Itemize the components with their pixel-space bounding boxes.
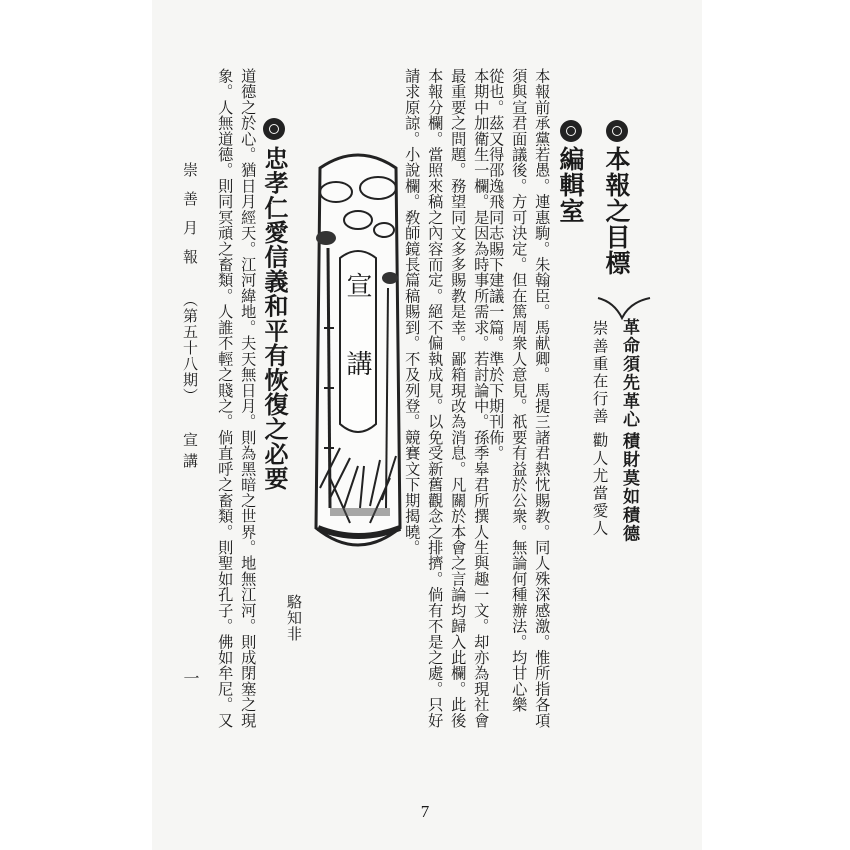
editorial-title: 編輯室 [556, 146, 585, 224]
section-title: 本報之目標 [602, 146, 631, 276]
xuanjiang-banner [300, 148, 416, 558]
journal-name: 崇善月報 [181, 162, 199, 278]
folio-mark: 一 [181, 670, 200, 687]
article-line-2: 象。人無道德。則同冥頑之畜類。人誰不輕之賤之。倘直呼之畜類。則聖如孔子。佛如牟尼。又 [216, 68, 235, 729]
editorial-mark-icon [560, 120, 582, 142]
motto-right: 革命須先革心 [619, 318, 639, 429]
page-number: 7 [420, 802, 430, 821]
banner-text: 宣講 [342, 272, 372, 428]
article-mark-icon [263, 118, 285, 140]
issue-number: （第五十八期） [181, 292, 199, 404]
article-line-1: 道德之於心。猶日月經天。江河緯地。夫天無日月。則為黑暗之世界。地無江河。則成閉塞之現 [239, 68, 258, 729]
section-mark-icon [606, 120, 628, 142]
editorial-line-6: 本報分欄。當照來稿之內容而定。絕不偏執成見。以免受新舊觀念之排擠。倘有不是之處。只好 [426, 68, 445, 729]
article-author: 駱知非 [285, 594, 303, 642]
footer-section: 宣講 [181, 432, 199, 474]
editorial-line-5: 最重要之問題。務望同文多多賜教是幸。鄙箱現改為消息。凡關於本會之言論均歸入此欄。此後 [449, 68, 468, 729]
editorial-line-4: 本期中加衛生一欄。是因為時事所需求。若討論中。孫季皋君所撰人生與趣一文。却亦為現社會 [472, 68, 491, 729]
motto-left-2: 勸人尤當愛人 [590, 432, 609, 538]
editorial-line-3: 從也。茲又得邵逸飛同志賜下建議一篇。準於下期刊佈。 [487, 68, 506, 461]
bracket-icon [594, 278, 654, 322]
editorial-line-2: 須與宣君面議後。方可決定。但在篤周衆人意見。祇要有益於公衆。無論何種辦法。均甘心樂 [510, 68, 529, 713]
editorial-line-7: 請求原諒。小說欄。敎師鏡長篇稿賜到。不及列登。競賽文下期揭曉。 [403, 68, 422, 556]
article-title: 忠孝仁愛信義和平有恢復之必要 [260, 146, 289, 491]
editorial-line-1: 本報前承黨若愚。連惠駒。朱翰臣。馬献卿。馬提三諸君熱忱賜教。同人殊深感激。惟所指各項 [533, 68, 552, 729]
motto-right-2: 積財莫如積德 [619, 432, 639, 543]
motto-left: 崇善重在行善 [590, 320, 609, 426]
